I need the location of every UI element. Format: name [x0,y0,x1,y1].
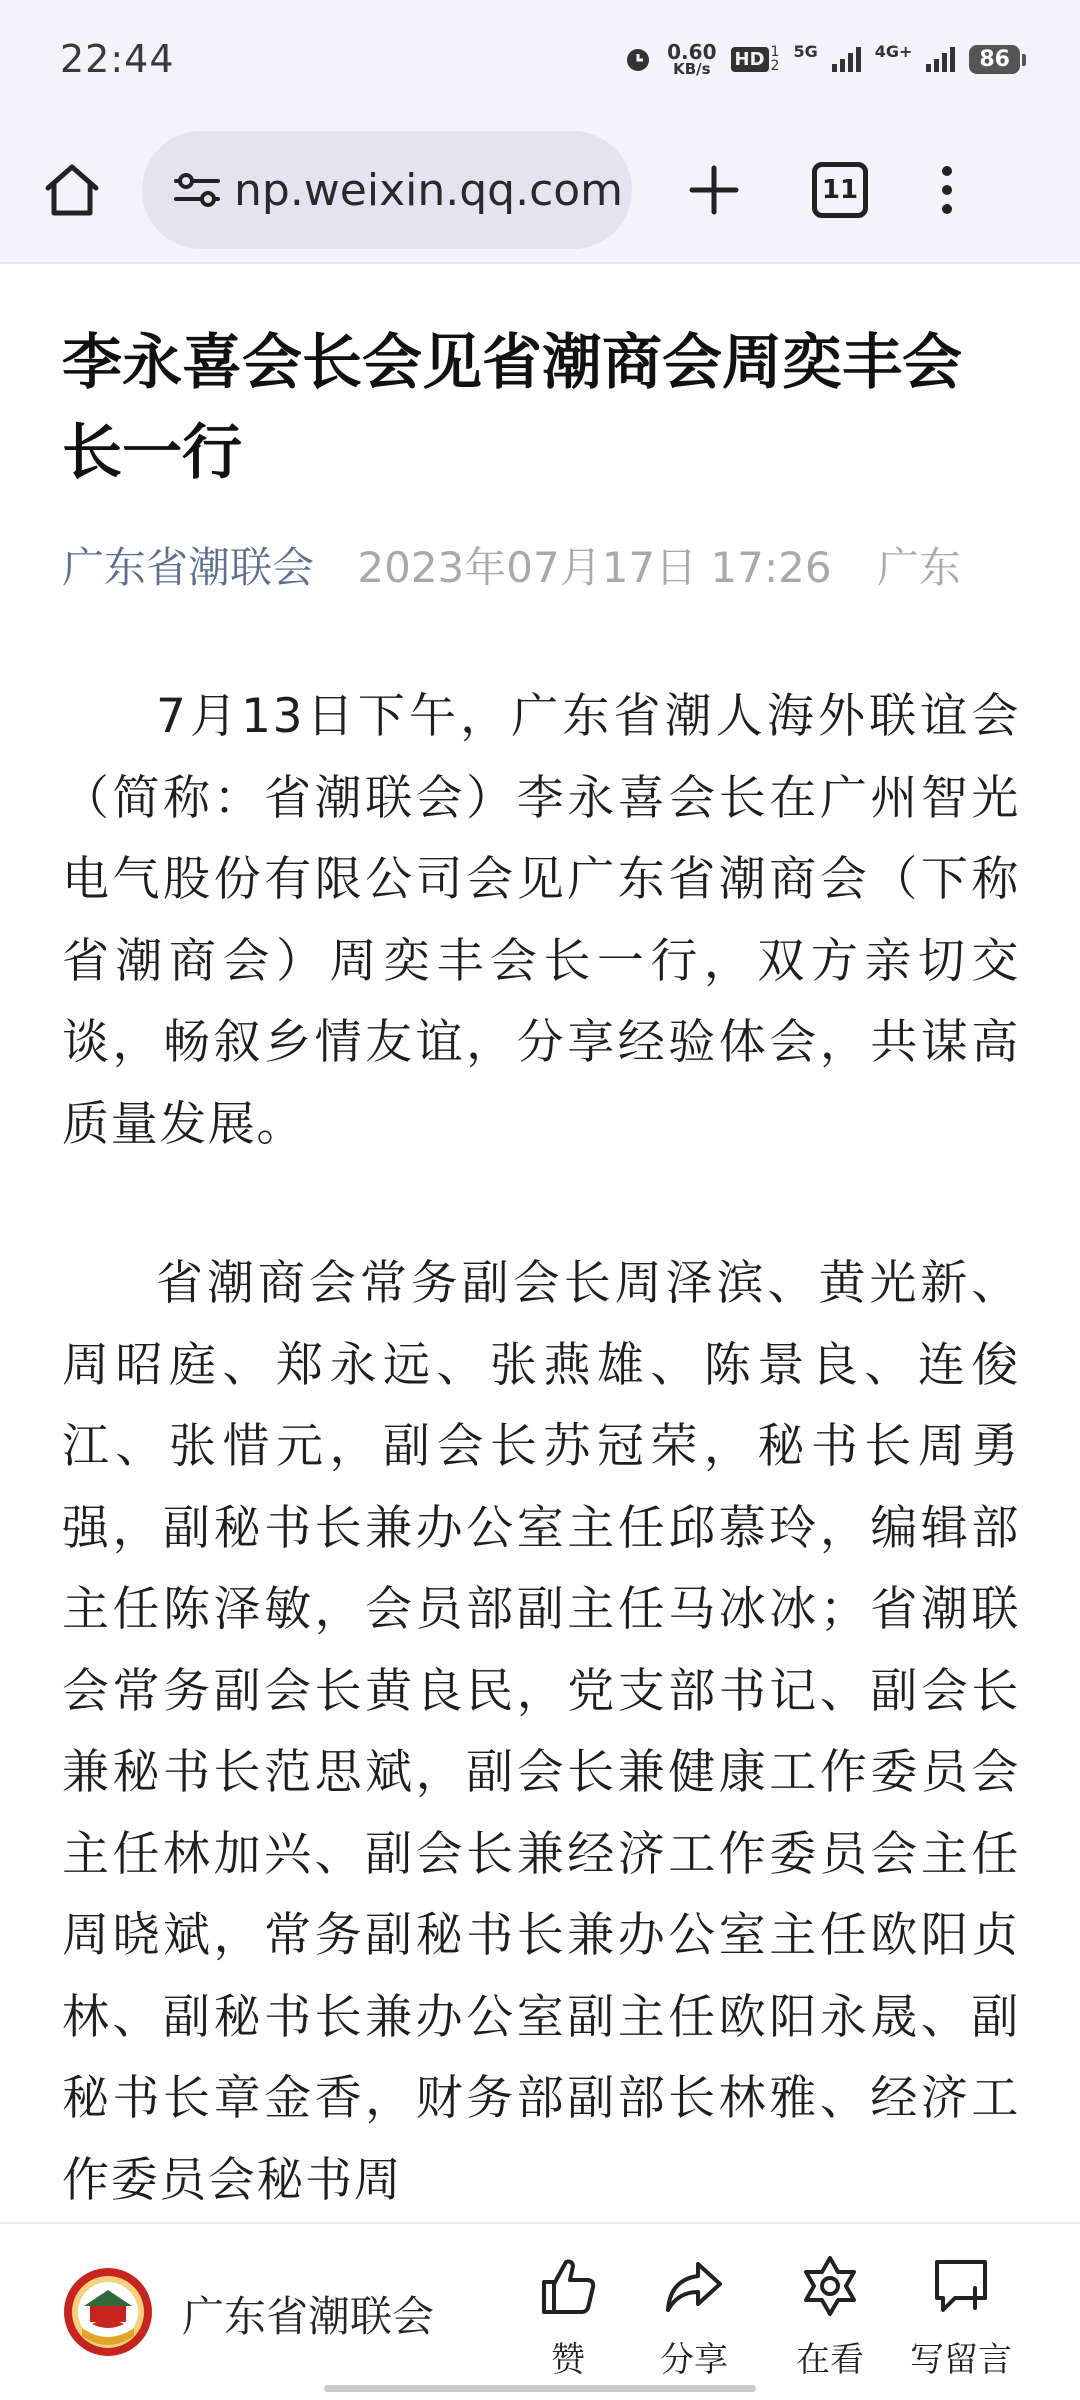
signal-4g-icon [926,46,955,72]
home-indicator[interactable] [324,2385,756,2392]
tab-count: 11 [821,175,859,205]
tabs-icon[interactable] [812,162,868,218]
like-label: 赞 [551,2340,585,2380]
home-icon[interactable] [42,160,102,220]
net-speed-value: 0.60 [667,39,717,64]
net-speed-unit: KB/s [673,59,711,78]
account-name[interactable]: 广东省潮联会 [182,2292,435,2341]
article-location: 广东 [876,543,961,592]
share-button[interactable] [660,2254,728,2381]
signal-5g-icon [832,46,861,72]
thumbs-up-icon [536,2254,600,2318]
net-speed [667,39,717,78]
net1-label: 5G [793,41,818,61]
article-title: 李永喜会长会见省潮商会周奕丰会长一行 [62,328,962,488]
article-paragraph: 7月13日下午，广东省潮人海外联谊会（简称：省潮联会）李永喜会长在广州智光电气股份有限公司会见广东省潮商会（下称省潮商会）周奕丰会长一行，双方亲切交谈，畅叙乡情友谊，分享经验体会，共谋高质量发展。 [62,689,1020,1152]
hd-sub-top: 1 [770,44,780,60]
wow-button[interactable] [796,2254,864,2381]
article [62,318,1020,2221]
site-settings-icon[interactable] [170,163,224,217]
status-icons [623,39,1020,78]
net2-label: 4G+ [874,41,913,61]
article-author-link[interactable]: 广东省潮联会 [62,543,315,592]
menu-icon[interactable] [932,160,962,220]
account-logo[interactable] [62,2266,154,2358]
address-bar[interactable] [142,131,632,249]
battery-icon: 86 [969,45,1020,74]
bottom-action-bar [0,2222,1080,2400]
like-button[interactable] [536,2254,600,2381]
comment-label: 写留言 [910,2340,1012,2380]
url-text[interactable]: np.weixin.qq.com [234,164,624,216]
status-time: 22:44 [60,37,175,81]
alarm-icon [623,44,653,74]
hd-sub [771,45,780,73]
article-meta [62,540,1020,596]
share-icon [662,2254,726,2318]
star-hex-icon [798,2254,862,2318]
article-paragraph: 省潮商会常务副会长周泽滨、黄光新、周昭庭、郑永远、张燕雄、陈景良、连俊江、张惜元，副会长苏冠荣，秘书长周勇强，副秘书长兼办公室主任邱慕玲，编辑部主任陈泽敏，会员部副主任马冰冰；省潮联会常务副会长黄良民，党支部书记、副会长兼秘书长范思斌，副会长兼健康工作委员会主任林加兴、副会长兼经济工作委员会主任周晓斌，常务副秘书长兼办公室主任欧阳贞林、副秘书长兼办公室副主任欧阳永晟、副秘书长章金香，财务部副部长林雅、经济工作委员会秘书周 [62,1256,1020,2208]
comment-button[interactable] [910,2254,1012,2381]
comment-icon [929,2254,993,2318]
hd-sub-bottom: 2 [770,58,780,74]
status-bar [0,0,1080,118]
new-tab-icon[interactable] [684,160,744,220]
browser-toolbar [0,118,1080,264]
article-date: 2023年07月17日 17:26 [357,543,832,592]
wow-label: 在看 [796,2340,864,2380]
hd-label: HD [731,47,769,72]
hd-icon [731,45,780,73]
share-label: 分享 [660,2340,728,2380]
